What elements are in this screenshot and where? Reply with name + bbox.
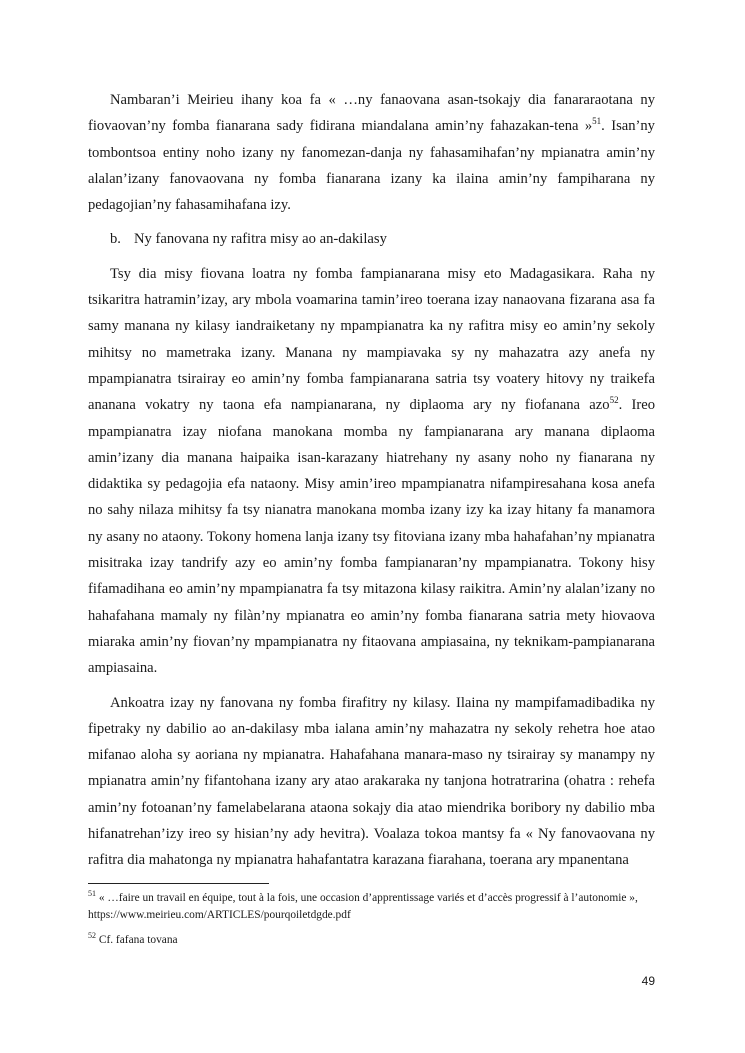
section-marker: b. xyxy=(110,231,121,248)
footnote-reference[interactable]: 52 xyxy=(609,395,619,406)
footnote xyxy=(88,890,655,924)
footnote xyxy=(88,932,655,949)
footnote-reference[interactable]: 51 xyxy=(592,116,602,127)
body-text xyxy=(88,87,655,882)
paragraph-text: Tsy dia misy fiovana loatra ny fomba fampianarana misy eto Madagasikara. Raha ny tsikaritra hatramin’izay, ary mbola voamarina tamin’ireo toerana izay nanaovana fizarana asa fa samy manana ny kilasy iandraiketany ny mpampianatra ka ny rafitra misy eo amin’ny sekoly mihitsy no mametraka izany. Manana ny mampiavaka sy ny mahazatra azy anefa ny mpampianatra tsirairay eo amin’ny fomba fampianarana satria tsy voatery hitovy ny traikefa ananana vokatry ny taona efa nampianarana, ny diplaoma ary ny fiofanana azo xyxy=(88,265,655,414)
paragraph xyxy=(88,690,655,874)
paragraph-text: Nambaran’i Meirieu ihany koa fa « …ny fanaovana asan-tsokajy dia fanararaotana ny fiovaovan’ny fomba fianarana sady fidirana miandalana amin’ny fahazakan-tena » xyxy=(88,92,655,135)
footnote-divider xyxy=(88,883,269,884)
page-number: 49 xyxy=(641,974,655,988)
paragraph xyxy=(88,87,655,218)
paragraph xyxy=(88,261,655,682)
footnote-number: 51 xyxy=(88,889,96,899)
paragraph-text: . Ireo mpampianatra izay niofana manokana momba ny fampianarana ary manana diplaoma amin’izany dia manana haipaika isan-karazany hiatrehany ny asany noho ny fianarana ny didaktika sy pedagojia efa nataony. Misy amin’ireo mpampianatra nifampiresahana kosa anefa no sahy nilaza mihitsy fa tsy nianatra manokana momba izany izy ka izay hitany fa manamora ny asany no ataony. Tokony homena lanja izany tsy fitoviana izany mba hahafahan’ny mpianatra misitraka izay tandrify azy eo amin’ny fomba fampianaran’ny mpampianatra. Tokony hisy fifamadihana eo amin’ny mpampianatra fa tsy mitazona kilasy raikitra. Amin’ny alalan’izany no hahafahana mamaly ny filàn’ny mpianatra eo amin’ny fomba fianarana satria mety hiovaova miaraka amin’ny fiovan’ny mpampianatra ny fitaovana ampiasaina, ny teknikam-pampianarana ampiasaina. xyxy=(88,397,655,677)
section-heading xyxy=(88,226,655,252)
section-title: Ny fanovana ny rafitra misy ao an-dakilasy xyxy=(134,231,387,248)
footnotes xyxy=(88,890,655,957)
footnote-text: « …faire un travail en équipe, tout à la fois, une occasion d’apprentissage variés et d’accès progressif à l’autonomie », https://www.meirieu.com/ARTICLES/pourqoiletdgde.pdf xyxy=(88,892,638,921)
paragraph-text: Ankoatra izay ny fanovana ny fomba firafitry ny kilasy. Ilaina ny mampifamadibadika ny fipetraky ny dabilio ao an-dakilasy mba ialana amin’ny mahazatra ny sekoly rehetra hoe atao mifanao aloha sy aoriana ny mpianatra. Hahafahana manara-maso ny tsirairay sy manampy ny mpianatra amin’ny fifantohana izany ary atao arakaraka ny tanjona hotratrarina (ohatra : rehefa amin’ny fotoanan’ny famelabelarana ataona sokajy dia atao miendrika boribory ny dabilio mba hifanatrehan’izy ireo sy hisian’ny ady hevitra). Voalaza tokoa mantsy fa « Ny fanovaovana ny rafitra dia mahatonga ny mpianatra hahafantatra karazana fiarahana, toerana ary mpanentana xyxy=(88,694,655,869)
paragraph-text: . Isan’ny tombontsoa entiny noho izany ny fanomezan-danja ny fahasamihafan’ny mpianatra amin’ny alalan’izany fanovaovana ny fomba fianarana izany ka ilaina amin’ny fampiharana ny pedagojian’ny fahasamihafana izy. xyxy=(88,118,655,214)
footnote-text: Cf. fafana tovana xyxy=(96,934,178,946)
footnote-number: 52 xyxy=(88,931,96,941)
